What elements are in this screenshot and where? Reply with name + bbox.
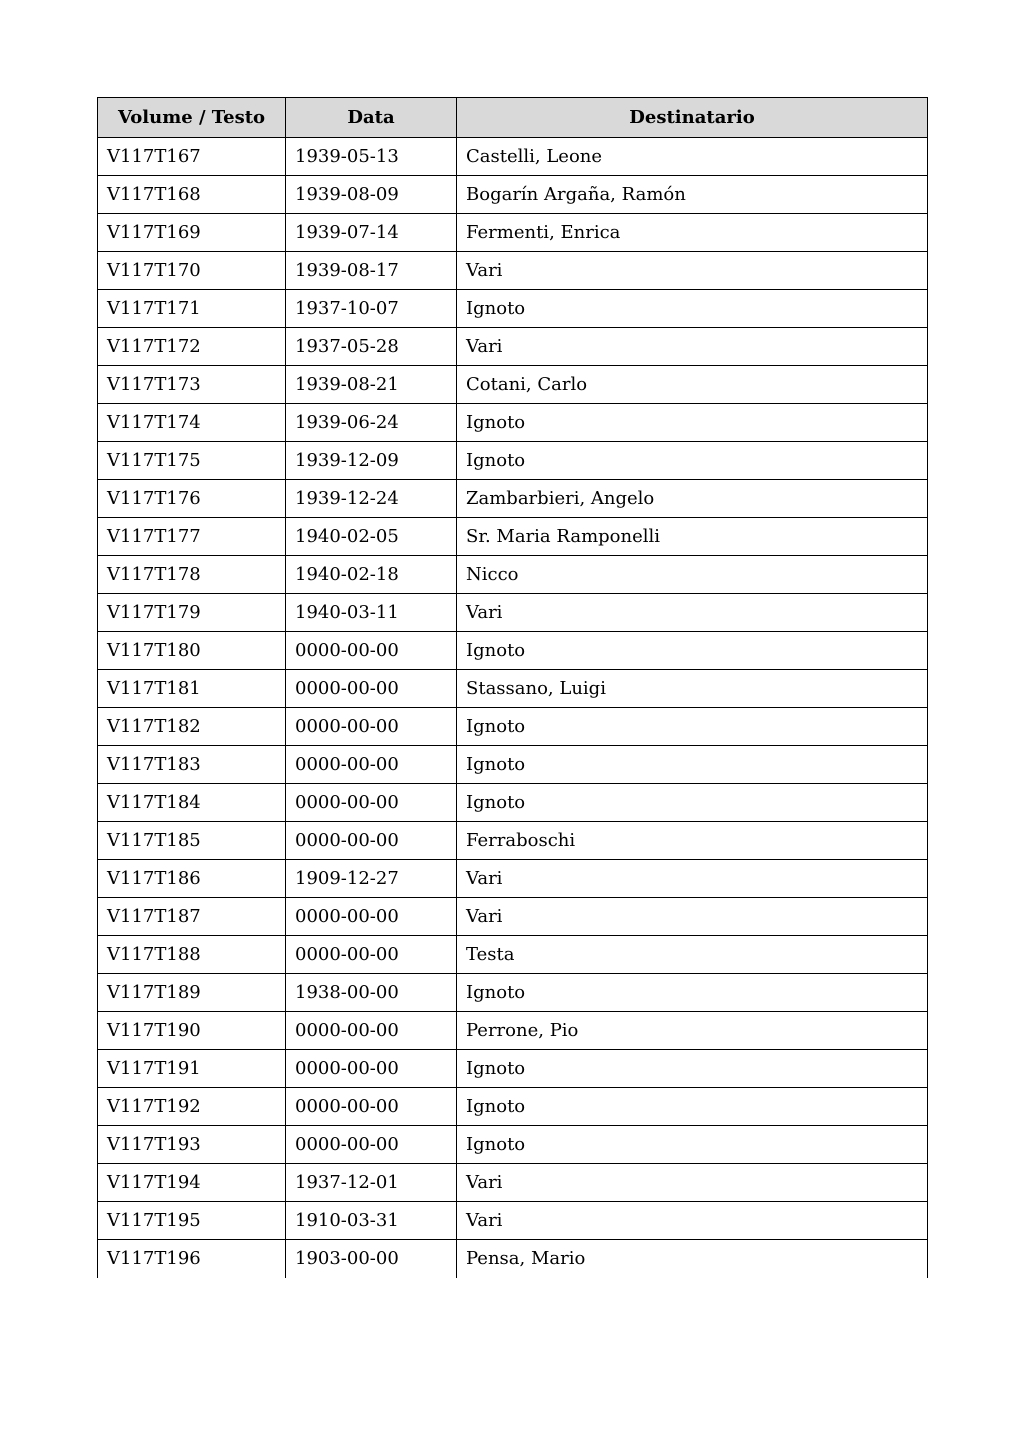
cell-destinatario: Ignoto: [457, 746, 928, 784]
cell-destinatario: Ignoto: [457, 784, 928, 822]
table-row: [98, 442, 928, 480]
table-row: [98, 404, 928, 442]
table-row: [98, 138, 928, 176]
cell-volume-testo: V117T192: [98, 1088, 286, 1126]
cell-destinatario: Perrone, Pio: [457, 1012, 928, 1050]
table-row: [98, 974, 928, 1012]
table-header: [98, 98, 928, 138]
cell-data: 0000-00-00: [286, 632, 457, 670]
table-row: [98, 1088, 928, 1126]
cell-volume-testo: V117T172: [98, 328, 286, 366]
cell-destinatario: Ferraboschi: [457, 822, 928, 860]
cell-volume-testo: V117T181: [98, 670, 286, 708]
cell-data: 0000-00-00: [286, 822, 457, 860]
cell-volume-testo: V117T171: [98, 290, 286, 328]
cell-destinatario: Zambarbieri, Angelo: [457, 480, 928, 518]
cell-volume-testo: V117T190: [98, 1012, 286, 1050]
table-row: [98, 860, 928, 898]
cell-volume-testo: V117T185: [98, 822, 286, 860]
cell-data: 1940-03-11: [286, 594, 457, 632]
cell-volume-testo: V117T167: [98, 138, 286, 176]
cell-volume-testo: V117T179: [98, 594, 286, 632]
cell-volume-testo: V117T182: [98, 708, 286, 746]
cell-volume-testo: V117T178: [98, 556, 286, 594]
table-row: [98, 1050, 928, 1088]
cell-data: 1939-08-17: [286, 252, 457, 290]
cell-volume-testo: V117T194: [98, 1164, 286, 1202]
cell-data: 0000-00-00: [286, 898, 457, 936]
cell-data: 1937-05-28: [286, 328, 457, 366]
cell-volume-testo: V117T184: [98, 784, 286, 822]
cell-destinatario: Ignoto: [457, 442, 928, 480]
table-row: [98, 366, 928, 404]
cell-volume-testo: V117T175: [98, 442, 286, 480]
cell-volume-testo: V117T188: [98, 936, 286, 974]
cell-volume-testo: V117T195: [98, 1202, 286, 1240]
cell-destinatario: Vari: [457, 328, 928, 366]
table-row: [98, 936, 928, 974]
table-row: [98, 1012, 928, 1050]
cell-data: 1938-00-00: [286, 974, 457, 1012]
cell-destinatario: Vari: [457, 594, 928, 632]
cell-destinatario: Bogarín Argaña, Ramón: [457, 176, 928, 214]
cell-data: 0000-00-00: [286, 784, 457, 822]
cell-volume-testo: V117T189: [98, 974, 286, 1012]
cell-destinatario: Castelli, Leone: [457, 138, 928, 176]
table-row: [98, 594, 928, 632]
table-row: [98, 670, 928, 708]
cell-volume-testo: V117T196: [98, 1240, 286, 1278]
cell-data: 1910-03-31: [286, 1202, 457, 1240]
table-row: [98, 290, 928, 328]
cell-destinatario: Ignoto: [457, 632, 928, 670]
cell-data: 0000-00-00: [286, 1126, 457, 1164]
table-body: [98, 138, 928, 1278]
table-row: [98, 1126, 928, 1164]
cell-volume-testo: V117T183: [98, 746, 286, 784]
cell-destinatario: Vari: [457, 860, 928, 898]
cell-data: 1939-08-09: [286, 176, 457, 214]
cell-volume-testo: V117T186: [98, 860, 286, 898]
cell-destinatario: Ignoto: [457, 974, 928, 1012]
cell-destinatario: Nicco: [457, 556, 928, 594]
table-row: [98, 518, 928, 556]
cell-volume-testo: V117T193: [98, 1126, 286, 1164]
cell-volume-testo: V117T177: [98, 518, 286, 556]
cell-data: 0000-00-00: [286, 936, 457, 974]
table-row: [98, 1164, 928, 1202]
table-row: [98, 708, 928, 746]
table-row: [98, 1240, 928, 1278]
cell-destinatario: Ignoto: [457, 290, 928, 328]
cell-destinatario: Ignoto: [457, 404, 928, 442]
cell-data: 1939-12-24: [286, 480, 457, 518]
cell-destinatario: Pensa, Mario: [457, 1240, 928, 1278]
cell-destinatario: Fermenti, Enrica: [457, 214, 928, 252]
cell-data: 0000-00-00: [286, 670, 457, 708]
cell-destinatario: Vari: [457, 1164, 928, 1202]
cell-destinatario: Vari: [457, 898, 928, 936]
letters-index-table: [97, 97, 928, 1278]
cell-destinatario: Ignoto: [457, 1050, 928, 1088]
cell-volume-testo: V117T180: [98, 632, 286, 670]
cell-data: 1903-00-00: [286, 1240, 457, 1278]
cell-destinatario: Stassano, Luigi: [457, 670, 928, 708]
cell-volume-testo: V117T174: [98, 404, 286, 442]
table-row: [98, 328, 928, 366]
cell-destinatario: Testa: [457, 936, 928, 974]
table-row: [98, 784, 928, 822]
column-header-volume-testo: Volume / Testo: [98, 98, 286, 138]
cell-data: 1939-07-14: [286, 214, 457, 252]
cell-volume-testo: V117T169: [98, 214, 286, 252]
table-row: [98, 252, 928, 290]
table-row: [98, 746, 928, 784]
cell-data: 0000-00-00: [286, 1012, 457, 1050]
cell-data: 1937-10-07: [286, 290, 457, 328]
cell-data: 1939-12-09: [286, 442, 457, 480]
cell-destinatario: Ignoto: [457, 708, 928, 746]
column-header-destinatario: Destinatario: [457, 98, 928, 138]
table-row: [98, 632, 928, 670]
cell-volume-testo: V117T168: [98, 176, 286, 214]
table-row: [98, 480, 928, 518]
cell-destinatario: Cotani, Carlo: [457, 366, 928, 404]
cell-data: 1940-02-05: [286, 518, 457, 556]
cell-destinatario: Vari: [457, 1202, 928, 1240]
table-row: [98, 822, 928, 860]
cell-destinatario: Vari: [457, 252, 928, 290]
table-row: [98, 1202, 928, 1240]
cell-volume-testo: V117T187: [98, 898, 286, 936]
cell-data: 1939-06-24: [286, 404, 457, 442]
cell-data: 1909-12-27: [286, 860, 457, 898]
table-row: [98, 556, 928, 594]
table-row: [98, 176, 928, 214]
table-row: [98, 898, 928, 936]
column-header-data: Data: [286, 98, 457, 138]
cell-data: 0000-00-00: [286, 1050, 457, 1088]
cell-data: 1940-02-18: [286, 556, 457, 594]
cell-volume-testo: V117T176: [98, 480, 286, 518]
cell-data: 1939-05-13: [286, 138, 457, 176]
cell-data: 0000-00-00: [286, 746, 457, 784]
cell-data: 1939-08-21: [286, 366, 457, 404]
cell-volume-testo: V117T173: [98, 366, 286, 404]
cell-destinatario: Ignoto: [457, 1126, 928, 1164]
table-row: [98, 214, 928, 252]
cell-data: 0000-00-00: [286, 708, 457, 746]
header-row: [98, 98, 928, 138]
cell-volume-testo: V117T191: [98, 1050, 286, 1088]
cell-destinatario: Ignoto: [457, 1088, 928, 1126]
cell-data: 0000-00-00: [286, 1088, 457, 1126]
cell-volume-testo: V117T170: [98, 252, 286, 290]
cell-destinatario: Sr. Maria Ramponelli: [457, 518, 928, 556]
cell-data: 1937-12-01: [286, 1164, 457, 1202]
